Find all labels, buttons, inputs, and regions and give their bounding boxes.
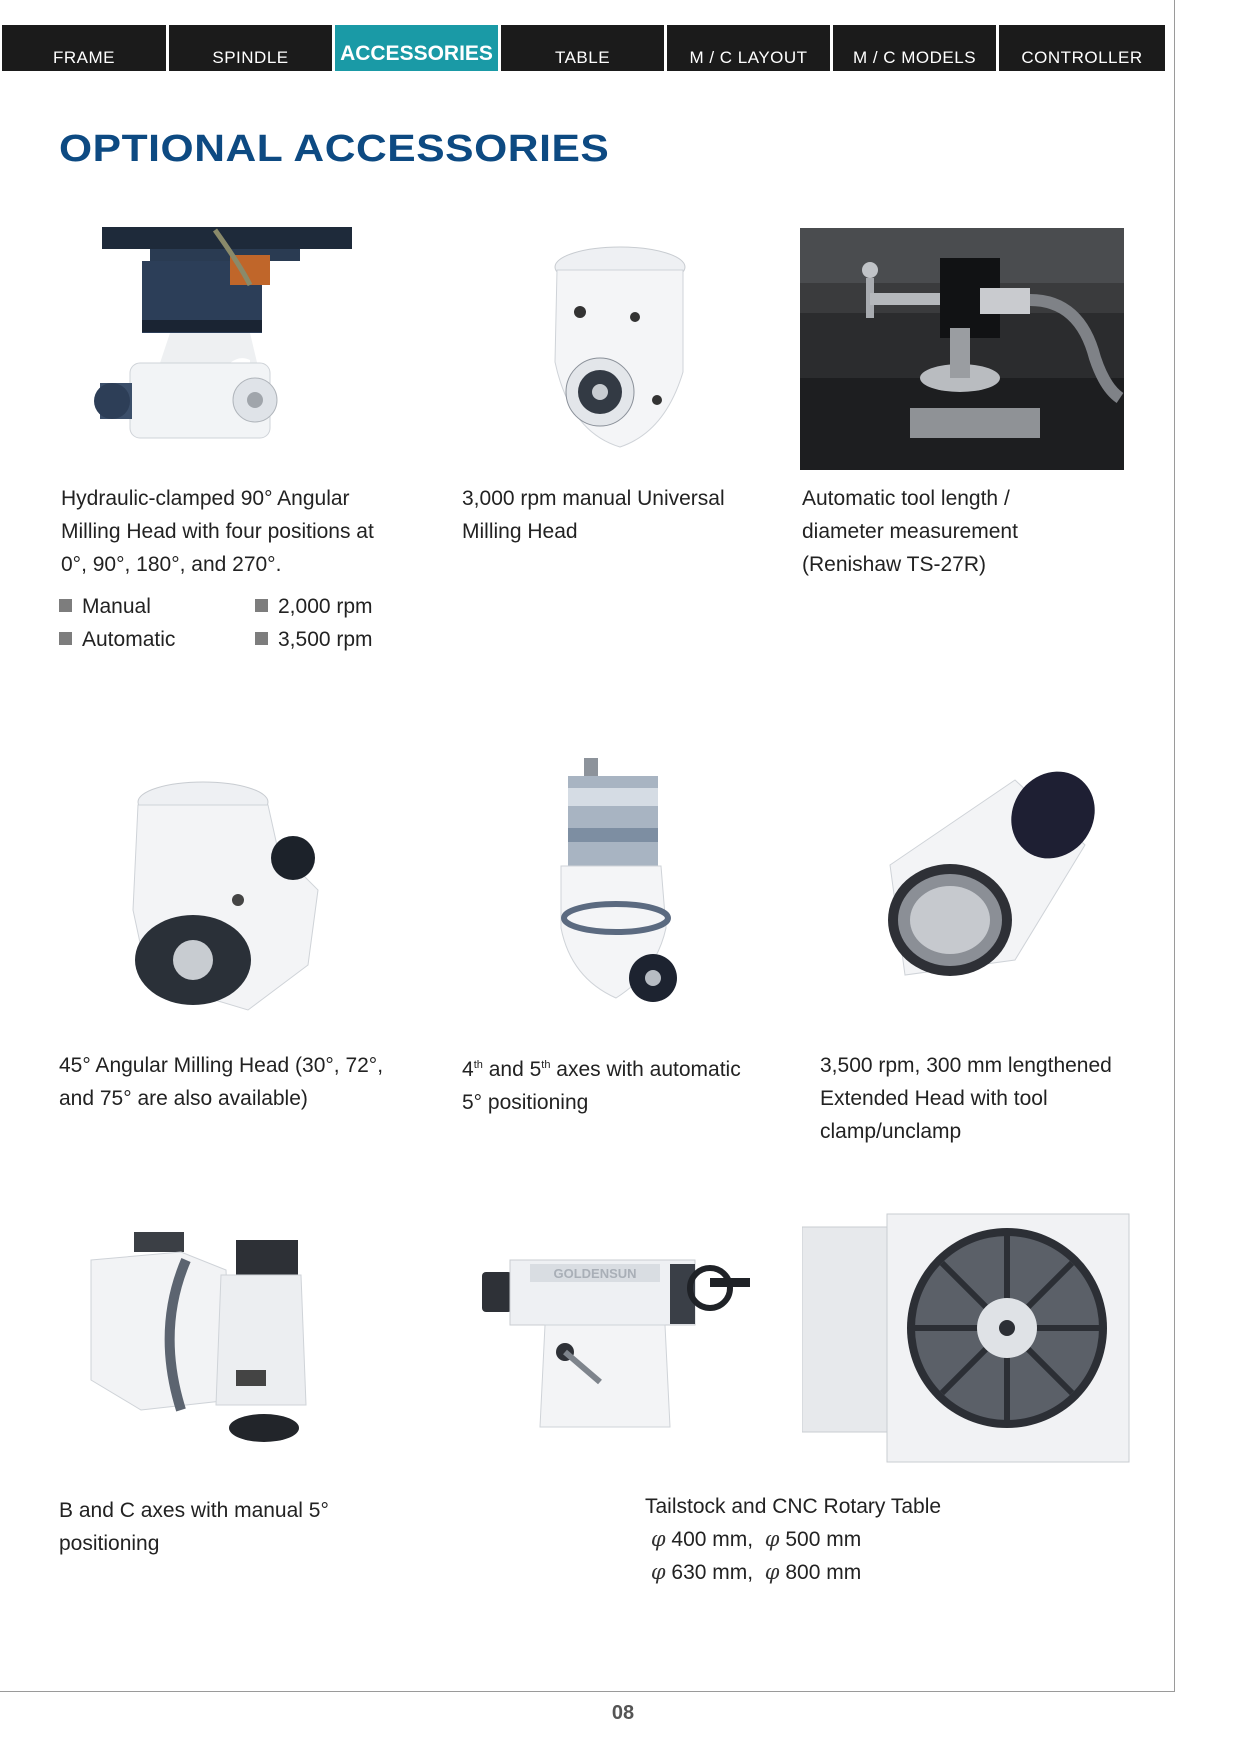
- square-bullet-icon: [59, 599, 72, 612]
- 4th-5th-axes-head-photo: [556, 758, 681, 1013]
- angular-milling-head-45-photo: [128, 780, 323, 1015]
- option-item: Manual: [59, 590, 151, 623]
- size-value: 800 mm: [785, 1561, 862, 1584]
- caption-line: Hydraulic-clamped 90° Angular: [61, 487, 350, 510]
- caption-line: Milling Head: [462, 520, 578, 543]
- cnc-rotary-table-photo: [802, 1212, 1132, 1464]
- tab-mc-layout[interactable]: M / C LAYOUT: [667, 25, 830, 71]
- caption-line: Extended Head with tool: [820, 1087, 1048, 1110]
- caption-text: axes with automatic: [550, 1058, 741, 1081]
- tab-frame[interactable]: FRAME: [2, 25, 166, 71]
- caption-extended-head: [820, 1049, 1112, 1148]
- caption-angular-head-45: [59, 1049, 383, 1115]
- page-title: OPTIONAL ACCESSORIES: [59, 128, 610, 170]
- size-line: [645, 1523, 941, 1556]
- tab-spindle[interactable]: SPINDLE: [169, 25, 332, 71]
- caption-line: clamp/unclamp: [820, 1120, 962, 1143]
- caption-line: 0°, 90°, 180°, and 270°.: [61, 553, 282, 576]
- angular-milling-head-90-photo: [90, 225, 355, 455]
- caption-b-c-axes: [59, 1494, 329, 1560]
- caption-line: 3,000 rpm manual Universal: [462, 487, 725, 510]
- size-value: 500 mm: [785, 1528, 862, 1551]
- caption-line: and 75° are also available): [59, 1087, 308, 1110]
- caption-line: positioning: [59, 1532, 160, 1555]
- options-list: [59, 590, 419, 660]
- phi-symbol: φ: [764, 1527, 780, 1551]
- size-value: 630 mm,: [671, 1561, 754, 1584]
- caption-line: Milling Head with four positions at: [61, 520, 374, 543]
- size-value: 400 mm,: [671, 1528, 754, 1551]
- tab-table[interactable]: TABLE: [501, 25, 664, 71]
- caption-line: B and C axes with manual 5°: [59, 1499, 329, 1522]
- caption-universal-head: [462, 482, 725, 548]
- caption-4th-5th-axes: [462, 1049, 741, 1119]
- option-item: 2,000 rpm: [255, 590, 373, 623]
- caption-tailstock-rotary: [645, 1490, 941, 1589]
- caption-line: Automatic tool length /: [802, 487, 1010, 510]
- caption-line: Tailstock and CNC Rotary Table: [645, 1495, 942, 1518]
- square-bullet-icon: [255, 632, 268, 645]
- extended-head-photo: [865, 765, 1095, 980]
- option-item: 3,500 rpm: [255, 623, 373, 656]
- phi-symbol: φ: [650, 1527, 666, 1551]
- caption-tool-measurement: [802, 482, 1018, 581]
- tab-mc-models[interactable]: M / C MODELS: [833, 25, 996, 71]
- option-item: Automatic: [59, 623, 175, 656]
- ordinal-suffix: th: [473, 1059, 483, 1071]
- caption-line: (Renishaw TS-27R): [802, 553, 987, 576]
- caption-line: 3,500 rpm, 300 mm lengthened: [820, 1054, 1112, 1077]
- tailstock-brand-text: GOLDENSUN: [553, 1266, 637, 1281]
- caption-text: 4: [462, 1058, 474, 1081]
- ordinal-suffix: th: [541, 1059, 551, 1071]
- tailstock-photo: [480, 1242, 755, 1432]
- square-bullet-icon: [59, 632, 72, 645]
- square-bullet-icon: [255, 599, 268, 612]
- page-number: 08: [611, 1702, 635, 1724]
- phi-symbol: φ: [650, 1560, 666, 1584]
- universal-milling-head-photo: [545, 242, 695, 452]
- caption-text: and 5: [482, 1058, 542, 1081]
- caption-angular-head-90: [61, 482, 374, 581]
- b-c-axes-head-photo: [86, 1230, 326, 1445]
- caption-line: 5° positioning: [462, 1091, 589, 1114]
- renishaw-probe-photo: [800, 228, 1124, 470]
- phi-symbol: φ: [764, 1560, 780, 1584]
- section-nav: [2, 25, 1175, 71]
- caption-line: 45° Angular Milling Head (30°, 72°,: [59, 1054, 384, 1077]
- tab-accessories[interactable]: ACCESSORIES: [335, 25, 498, 71]
- size-line: [645, 1556, 941, 1589]
- tab-controller[interactable]: CONTROLLER: [999, 25, 1165, 71]
- caption-line: diameter measurement: [802, 520, 1018, 543]
